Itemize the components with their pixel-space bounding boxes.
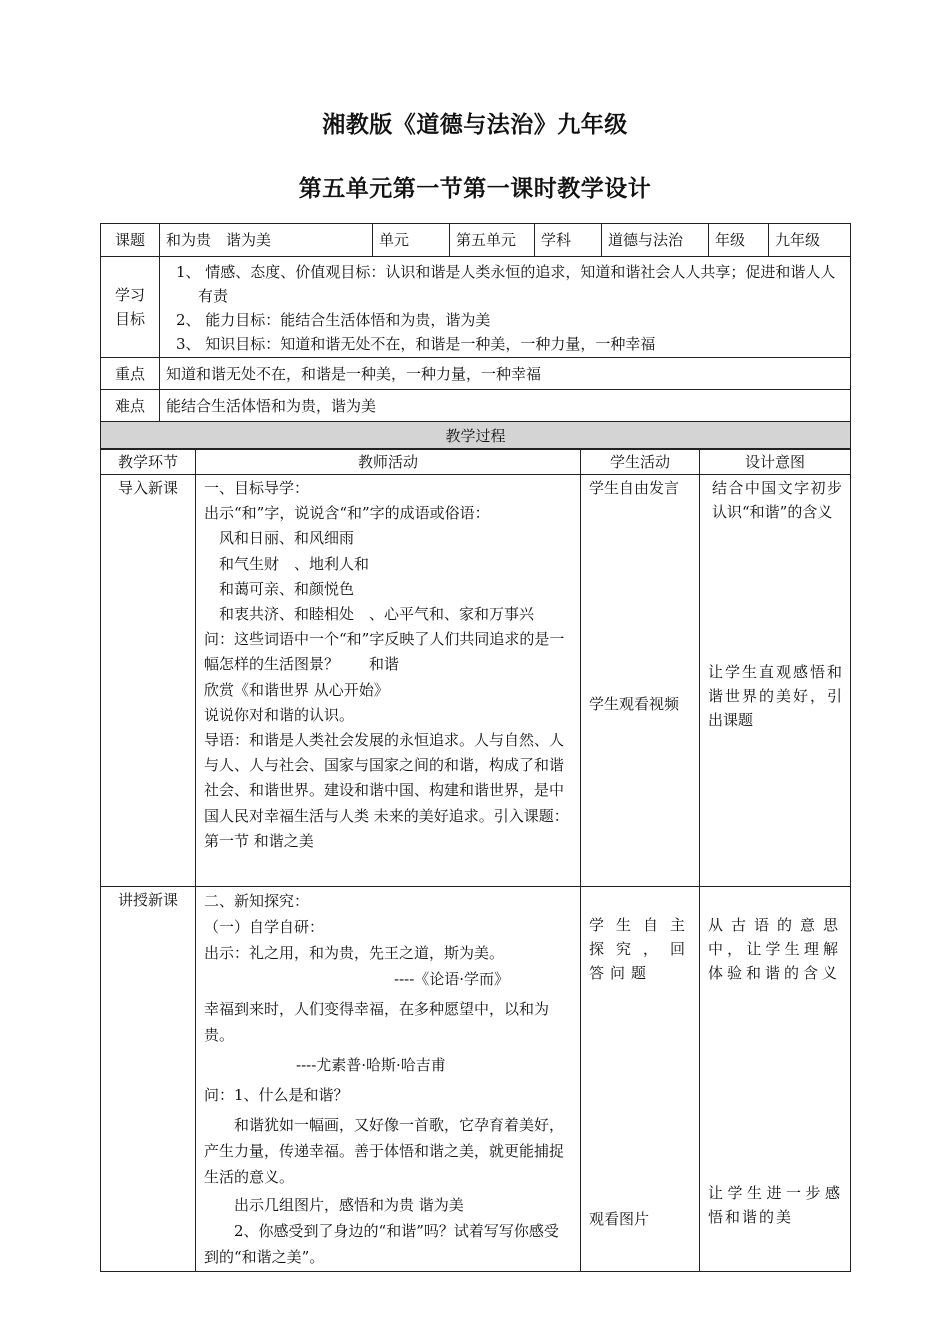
intent-line: 从古语的意思中，让学生理解体验和谐的含义 (708, 916, 842, 982)
stage-new-lesson: 讲授新课 (101, 887, 196, 1272)
goal-item: 3、 知识目标：知道和谐无处不在，和谐是一种美，一种力量，一种幸福 (176, 335, 656, 353)
teacher-line: 出示“和”字，说说含“和”字的成语或俗语： (204, 504, 490, 523)
student-activity-new (581, 887, 700, 1272)
student-line: 学生观看视频 (589, 695, 680, 713)
teacher-line: 和衷共济、和睦相处 、心平气和、家和万事兴 (204, 605, 535, 624)
teacher-line: （一）自学自研： (204, 918, 325, 936)
col-header-teacher: 教师活动 (196, 449, 581, 475)
subject-value: 道德与法治 (602, 224, 709, 257)
col-header-stage: 教学环节 (101, 449, 196, 475)
goal-item: 1、 情感、态度、价值观目标：认识和谐是人类永恒的追求，知道和谐社会人人共享；促进和谐人人有责 (176, 263, 836, 305)
intent-line: 结合中国文字初步认识“和谐”的含义 (712, 479, 842, 521)
document-title: 湘教版《道德与法治》九年级 (322, 112, 628, 138)
intent-line: 让学生直观感悟和谐世界的美好，引出课题 (708, 663, 842, 729)
teacher-line: 出示：礼之用，和为贵，先王之道，斯为美。 (204, 944, 505, 962)
teacher-line: 欣赏《和谐世界 从心开始》 (204, 680, 389, 699)
subject-label: 学科 (535, 224, 602, 257)
teacher-line: 二、新知探究： (204, 892, 310, 910)
difficulty-text: 能结合生活体悟和为贵，谐为美 (160, 390, 851, 422)
key-point-text: 知道和谐无处不在，和谐是一种美，一种力量，一种幸福 (160, 358, 851, 390)
unit-value: 第五单元 (450, 224, 535, 257)
intent-line: 让学生进一步感悟和谐的美 (708, 1184, 842, 1226)
intent-new (700, 887, 851, 1272)
teacher-line: 风和日丽、和风细雨 (204, 529, 355, 548)
teacher-line: 和谐犹如一幅画，又好像一首歌，它孕育着美好，产生力量，传递幸福。善于体悟和谐之美，就更能捕捉生活的意义。 (204, 1116, 565, 1186)
grade-value: 九年级 (769, 224, 851, 257)
key-point-label: 重点 (101, 358, 160, 390)
student-activity-intro (581, 475, 700, 887)
student-line: 学生自主探究，回答问题 (589, 916, 691, 982)
teacher-line: 幸福到来时，人们变得幸福，在多种愿望中，以和为贵。 (204, 1000, 550, 1044)
col-header-student: 学生活动 (581, 449, 700, 475)
col-header-intent: 设计意图 (700, 449, 851, 475)
grade-label: 年级 (709, 224, 769, 257)
stage-intro: 导入新课 (101, 475, 196, 887)
difficulty-label: 难点 (101, 390, 160, 422)
teacher-line: 说说你对和谐的认识。 (204, 705, 355, 724)
document-subtitle: 第五单元第一节第一课时教学设计 (298, 176, 652, 202)
teacher-line: 导语：和谐是人类社会发展的永恒追求。人与自然、人与人、人与社会、国家与国家之间的和谐，构成了和谐社会、和谐世界。建设和谐中国、构建和谐世界，是中国人民对幸福生活与人类 未来的美好追求。引入课题：第一节 和谐之美 (204, 731, 569, 850)
goals-label: 学习目标 (101, 257, 160, 358)
student-line: 观看图片 (589, 1210, 650, 1228)
teacher-line: 一、目标导学： (204, 479, 310, 497)
teacher-line: 2、你感受到了身边的“和谐”吗？试着写写你感受到的“和谐之美”。 (204, 1222, 559, 1266)
teacher-line: 和气生财 、地利人和 (204, 554, 370, 573)
unit-label: 单元 (373, 224, 450, 257)
intent-intro (700, 475, 851, 887)
info-table (100, 223, 851, 450)
topic-value: 和为贵 谐为美 (160, 224, 373, 257)
teacher-line: 和蔼可亲、和颜悦色 (204, 579, 355, 598)
teacher-activity-intro (196, 475, 581, 887)
teacher-line: ----尤素普·哈斯·哈吉甫 (296, 1056, 446, 1074)
process-header: 教学过程 (101, 422, 851, 450)
teacher-line: 问：1、什么是和谐？ (204, 1086, 349, 1104)
teacher-line: 出示几组图片，感悟和为贵 谐为美 (234, 1196, 464, 1214)
goals-list (160, 257, 851, 358)
student-line: 学生自由发言 (589, 479, 680, 497)
teacher-activity-new (196, 887, 581, 1272)
process-table (100, 448, 851, 1272)
teacher-line: ----《论语·学而》 (394, 970, 510, 988)
goal-item: 2、 能力目标：能结合生活体悟和为贵，谐为美 (176, 311, 491, 329)
teacher-line: 问：这些词语中一个“和”字反映了人们共同追求的是一幅怎样的生活图景？ 和谐 (204, 630, 565, 674)
topic-label: 课题 (101, 224, 160, 257)
